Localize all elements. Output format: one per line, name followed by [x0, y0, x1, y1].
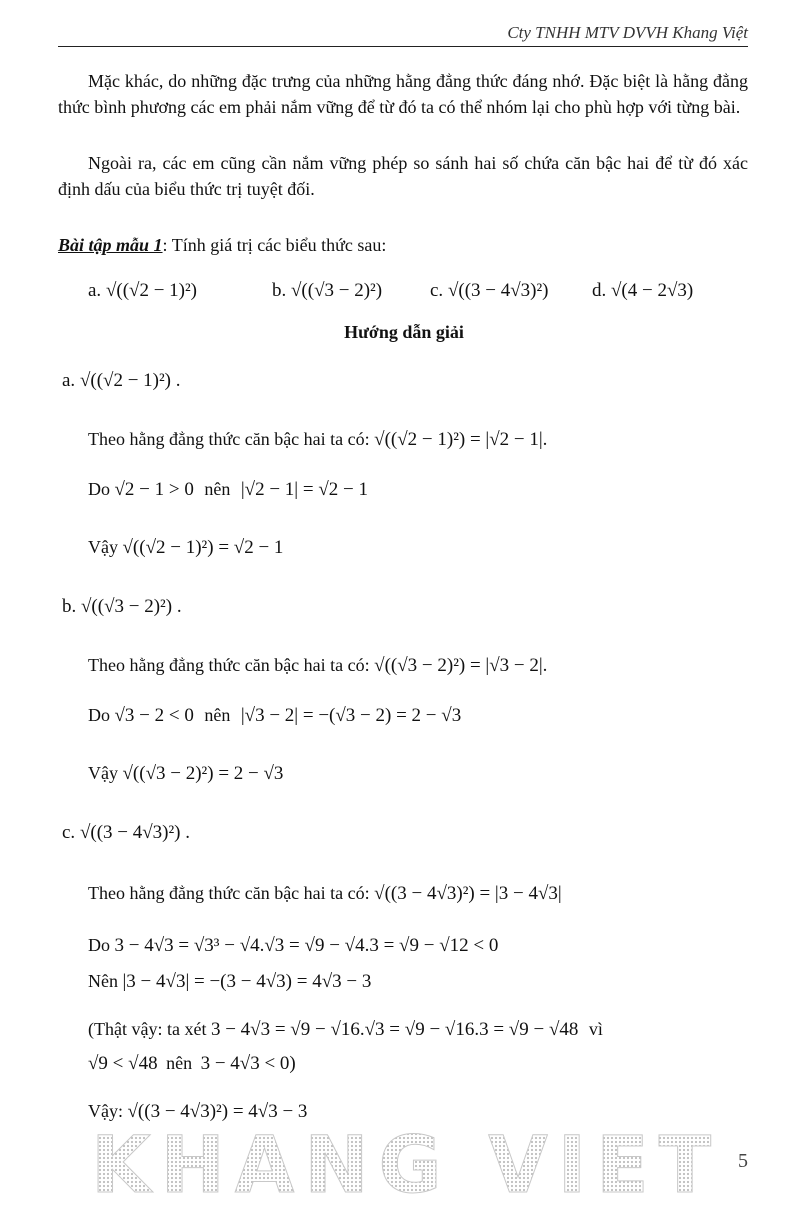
solution-a-line-2	[88, 476, 368, 503]
part-expr: √((√3 − 2)²) .	[81, 596, 182, 617]
intro-paragraph-2: Ngoài ra, các em cũng cần nắm vững phép so sánh hai số chứa căn bậc hai để từ đó xác định dấu của biểu thức trị tuyệt đối.	[58, 153, 748, 199]
math: √((3 − 4√3)²) = 4√3 − 3	[127, 1101, 308, 1122]
item-expr: √((3 − 4√3)²)	[447, 280, 549, 301]
text: Theo hằng đẳng thức căn bậc hai ta có:	[88, 429, 370, 449]
item-label: d.	[592, 280, 607, 301]
math: √((3 − 4√3)²) = |3 − 4√3|	[374, 883, 562, 904]
text: Theo hằng đẳng thức căn bậc hai ta có:	[88, 883, 370, 903]
page-number: 5	[738, 1150, 748, 1172]
math: √((√3 − 2)²) = |√3 − 2|.	[374, 655, 548, 676]
text: vì	[588, 1019, 603, 1039]
text: Do	[88, 935, 110, 955]
text: Nên	[88, 971, 118, 991]
solution-c-line-4	[88, 1016, 603, 1043]
exercise-item-a	[88, 278, 197, 304]
item-expr: √((√3 − 2)²)	[291, 280, 383, 301]
math: √((√2 − 1)²) = |√2 − 1|.	[374, 429, 548, 450]
solution-c-line-2	[88, 932, 498, 959]
solution-b-line-2	[88, 702, 461, 729]
text: (Thật vậy: ta xét	[88, 1019, 207, 1039]
watermark-text: KHANG VIET	[91, 1128, 721, 1200]
math: √((√3 − 2)²) = 2 − √3	[122, 763, 284, 784]
item-label: c.	[430, 280, 444, 301]
part-label: c.	[62, 822, 76, 843]
company-name: Cty TNHH MTV DVVH Khang Việt	[507, 23, 748, 42]
math: 3 − 4√3 = √9 − √16.√3 = √9 − √16.3 = √9 − √48	[210, 1019, 579, 1040]
text: Theo hằng đẳng thức căn bậc hai ta có:	[88, 655, 370, 675]
page-header	[58, 20, 748, 47]
math: √3 − 2 < 0	[114, 705, 194, 726]
math: |√2 − 1| = √2 − 1	[240, 479, 368, 500]
solution-c-line-1	[88, 880, 562, 907]
part-label: a.	[62, 370, 76, 391]
text: Do	[88, 705, 110, 725]
math: 3 − 4√3 = √3³ − √4.√3 = √9 − √4.3 = √9 − √12 < 0	[114, 935, 499, 956]
math: |3 − 4√3| = −(3 − 4√3) = 4√3 − 3	[122, 971, 372, 992]
text: Vậy:	[88, 1101, 123, 1121]
text: nên	[166, 1053, 193, 1073]
exercise-heading	[58, 232, 386, 258]
math: √9 < √48	[88, 1053, 158, 1074]
text: Do	[88, 479, 110, 499]
math: √((√2 − 1)²) = √2 − 1	[122, 537, 284, 558]
exercise-item-c	[430, 278, 549, 304]
math: |√3 − 2| = −(√3 − 2) = 2 − √3	[240, 705, 462, 726]
solution-a-heading	[62, 368, 181, 394]
text: Vậy	[88, 537, 118, 557]
exercise-prompt: : Tính giá trị các biểu thức sau:	[162, 235, 387, 255]
solution-b-line-3	[88, 760, 283, 787]
solution-a-line-3	[88, 534, 283, 561]
part-expr: √((3 − 4√3)²) .	[79, 822, 191, 843]
part-label: b.	[62, 596, 77, 617]
exercise-item-b	[272, 278, 382, 304]
solution-b-heading	[62, 594, 182, 620]
part-expr: √((√2 − 1)²) .	[79, 370, 181, 391]
text: nên	[204, 705, 231, 725]
item-expr: √(4 − 2√3)	[611, 280, 694, 301]
item-label: b.	[272, 280, 287, 301]
item-expr: √((√2 − 1)²)	[105, 280, 198, 301]
solution-b-line-1	[88, 652, 547, 679]
item-label: a.	[88, 280, 102, 301]
math: 3 − 4√3 < 0)	[200, 1053, 296, 1074]
khang-viet-watermark	[86, 1128, 726, 1200]
solution-a-line-1	[88, 426, 547, 453]
solution-c-line-5	[88, 1050, 296, 1077]
text: nên	[204, 479, 231, 499]
solution-c-line-6	[88, 1098, 307, 1125]
exercise-item-d	[592, 278, 693, 304]
exercise-label: Bài tập mẫu 1	[58, 235, 163, 255]
solution-c-line-3	[88, 968, 371, 995]
intro-paragraph-1: Mặc khác, do những đặc trưng của những hằng đẳng thức đáng nhớ. Đặc biệt là hằng đẳng thức bình phương các em phải nắm vững để từ đó ta có thể nhóm lại cho phù hợp với từng bài.	[58, 71, 748, 117]
math: √2 − 1 > 0	[114, 479, 194, 500]
solution-c-heading	[62, 820, 190, 846]
text: Vậy	[88, 763, 118, 783]
solution-title: Hướng dẫn giải	[344, 322, 464, 342]
